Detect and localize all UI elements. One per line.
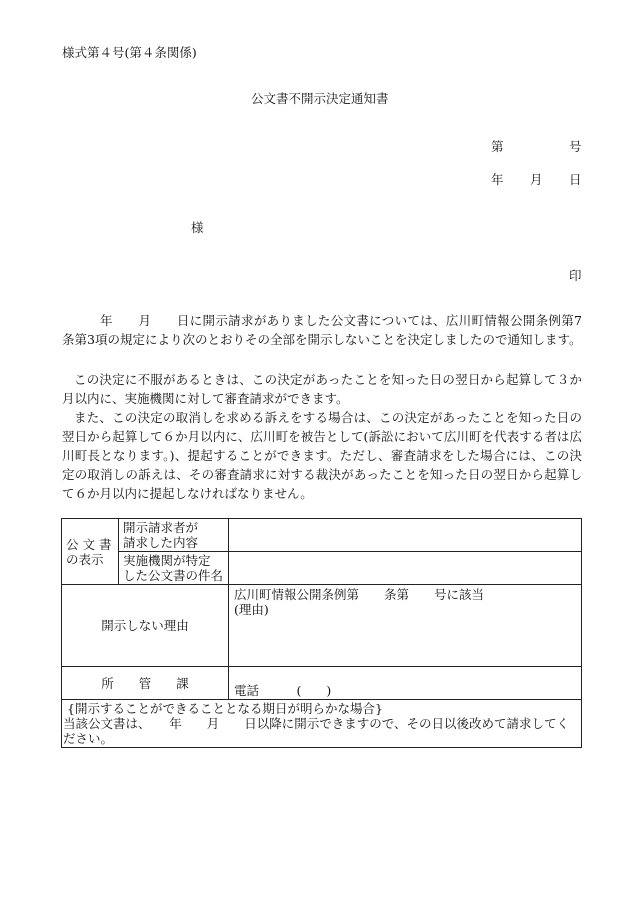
reason-cell[interactable]: [229, 585, 582, 667]
document-title: 公文書不開示決定通知書: [251, 91, 389, 106]
seal-mark: 印: [569, 268, 582, 283]
addressee-sama: 様: [191, 220, 204, 235]
date-year: 年: [491, 172, 504, 187]
requested-content-cell[interactable]: [229, 519, 582, 552]
doc-name-cell[interactable]: [229, 552, 582, 585]
requested-content-label: 開示請求者が 請求した内容: [119, 519, 229, 552]
reason-clause: 広川町情報公開条例第 条第 号に該当: [234, 587, 485, 602]
department-label: 所 管 課: [62, 667, 229, 700]
body-paragraph-2: この決定に不服があるときは、この決定があったことを知った日の翌日から起算して３か月以内に、実施機関に対して審査請求ができます。: [62, 372, 582, 406]
decision-table: [61, 518, 582, 748]
number-go: 号: [569, 139, 582, 154]
body-paragraph-1: 年 月 日に開示請求がありました公文書については、広川町情報公開条例第7条第3項の規定により次のとおりその全部を開示しないことを決定しましたので通知します。: [62, 313, 582, 347]
form-number: 様式第４号(第４条関係): [62, 45, 197, 60]
disclosable-text: 当該公文書は、 年 月 日以降に開示できますので、その日以後改めて請求してください。: [63, 716, 570, 746]
reason-note: (理由): [234, 602, 269, 617]
reason-label: 開示しない理由: [62, 585, 229, 667]
phone-label: 電話 ( ): [234, 683, 332, 698]
disclosable-header: {開示することができることとなる期日が明らかな場合}: [67, 701, 383, 716]
department-cell[interactable]: [229, 667, 582, 700]
number-dai: 第: [491, 139, 504, 154]
disclosable-date-cell: [62, 700, 582, 748]
doc-name-label: 実施機関が特定 した公文書の件名: [119, 552, 229, 585]
doc-display-label: 公 文 書 の表示: [62, 519, 119, 585]
body-paragraph-3: また、この決定の取消しを求める訴えをする場合は、この決定があったことを知った日の翌日から起算して６か月以内に、広川町を被告として(訴訟において広川町を代表する者は広川町長となります。)、提起することができます。ただし、審査請求をした場合には、この決定の取消しの訴えは、その審査請求に対する裁決があったことを知った日の翌日から起算して６か月以内に提起しなければなりません。: [62, 410, 582, 501]
date-month: 月: [530, 172, 543, 187]
date-day: 日: [569, 172, 582, 187]
